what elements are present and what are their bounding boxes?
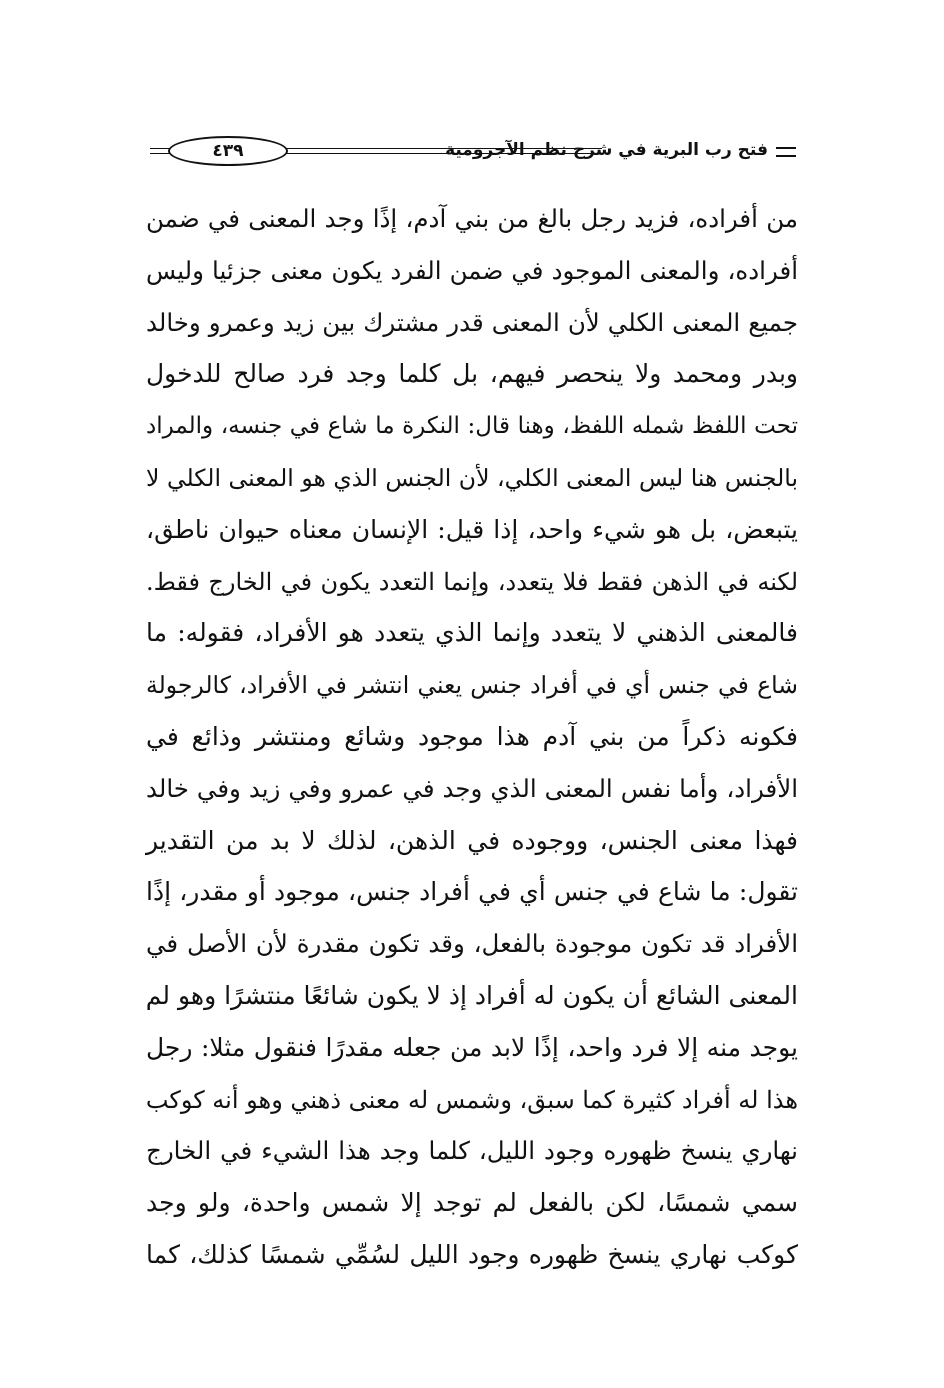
page-number-frame xyxy=(168,136,288,166)
page-number: ٤٣٩ xyxy=(212,141,244,161)
text-line: وبدر ومحمد ولا ينحصر فيهم، بل كلما وجد فرد صالح للدخول xyxy=(146,359,798,389)
text-line: لكنه في الذهن فقط فلا يتعدد، وإنما التعدد يكون في الخارج فقط. xyxy=(146,567,799,596)
text-line: هذا له أفراد كثيرة كما سبق، وشمس له معنى ذهني وهو أنه كوكب xyxy=(145,1085,798,1114)
text-line: يوجد منه إلا فرد واحد، إذًا لابد من جعله مقدرًا فنقول مثلا: رجل xyxy=(146,1032,798,1062)
text-line: بالجنس هنا ليس المعنى الكلي، لأن الجنس الذي هو المعنى الكلي لا xyxy=(146,463,798,492)
text-line: يتبعض، بل هو شيء واحد، إذا قيل: الإنسان معناه حيوان ناطق، xyxy=(146,514,798,544)
text-line: فكونه ذكراً من بني آدم هذا موجود وشائع ومنتشر وذائع في xyxy=(146,721,798,751)
header-ornament-right xyxy=(776,147,796,157)
header-rule xyxy=(280,148,602,154)
text-line: أفراده، والمعنى الموجود في ضمن الفرد يكون معنى جزئيا وليس xyxy=(146,255,798,285)
text-line: فالمعنى الذهني لا يتعدد وإنما الذي يتعدد هو الأفراد، فقوله: ما xyxy=(146,618,798,648)
body-text xyxy=(146,197,798,1285)
text-line: سمي شمسًا، لكن بالفعل لم توجد إلا شمس واحدة، ولو وجد xyxy=(146,1188,798,1218)
running-header xyxy=(150,134,796,170)
text-line: تحت اللفظ شمله اللفظ، وهنا قال: النكرة ما شاع في جنسه، والمراد xyxy=(146,413,798,440)
text-line: المعنى الشائع أن يكون له أفراد إذ لا يكون شائعًا منتشرًا وهو لم xyxy=(145,980,798,1010)
text-line: كوكب نهاري ينسخ ظهوره وجود الليل لسُمِّي شمسًا كذلك، كما xyxy=(146,1239,798,1269)
text-line: الأفراد، وأما نفس المعنى الذي وجد في عمرو وفي زيد وفي خالد xyxy=(146,773,798,803)
text-line: نهاري ينسخ ظهوره وجود الليل، كلما وجد هذا الشيء في الخارج xyxy=(146,1136,798,1166)
book-title: فتح رب البرية في شرح نظم الآجرومية xyxy=(445,140,768,160)
text-line: فهذا معنى الجنس، ووجوده في الذهن، لذلك لا بد من التقدير xyxy=(146,825,798,855)
text-line: شاع في جنس أي في أفراد جنس يعني انتشر في الأفراد، كالرجولة xyxy=(146,671,798,700)
text-line: جميع المعنى الكلي لأن المعنى قدر مشترك بين زيد وعمرو وخالد xyxy=(146,307,798,337)
text-line: الأفراد قد تكون موجودة بالفعل، وقد تكون مقدرة لأن الأصل في xyxy=(146,929,798,959)
text-line: تقول: ما شاع في جنس أي في أفراد جنس، موجود أو مقدر، إذًا xyxy=(146,877,798,907)
text-line: من أفراده، فزيد رجل بالغ من بني آدم، إذًا وجد المعنى في ضمن xyxy=(146,204,798,233)
